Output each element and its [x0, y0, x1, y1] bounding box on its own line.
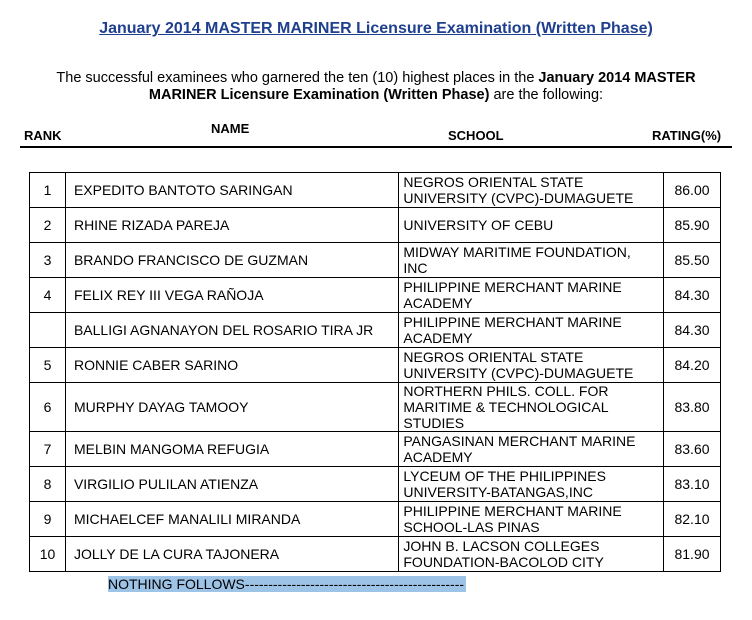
rank-cell: 9: [30, 502, 66, 537]
school-cell: [399, 173, 664, 208]
school-line: MARITIME & TECHNOLOGICAL: [403, 399, 609, 415]
column-header-school: SCHOOL: [448, 128, 504, 143]
school-line: MIDWAY MARITIME FOUNDATION,: [403, 244, 631, 260]
rating-cell: 84.30: [664, 313, 721, 348]
column-header-rank: RANK: [24, 128, 62, 143]
name-cell: FELIX REY III VEGA RAÑOJA: [65, 278, 398, 313]
table-row: [30, 313, 721, 348]
school-cell: [399, 243, 664, 278]
school-cell: [399, 348, 664, 383]
rating-cell: 84.30: [664, 278, 721, 313]
name-cell: MURPHY DAYAG TAMOOY: [65, 383, 398, 432]
school-line: UNIVERSITY (CVPC)-DUMAGUETE: [403, 365, 634, 381]
school-line: STUDIES: [403, 415, 465, 431]
rating-cell: 82.10: [664, 502, 721, 537]
school-line: LYCEUM OF THE PHILIPPINES: [403, 468, 606, 484]
school-line: PHILIPPINE MERCHANT MARINE: [403, 503, 622, 519]
name-cell: JOLLY DE LA CURA TAJONERA: [65, 537, 398, 572]
name-cell: MELBIN MANGOMA REFUGIA: [65, 432, 398, 467]
rating-cell: 83.60: [664, 432, 721, 467]
school-cell: [399, 313, 664, 348]
results-table-body: [30, 173, 721, 572]
document-title: January 2014 MASTER MARINER Licensure Examination (Written Phase): [99, 20, 653, 37]
name-cell: RONNIE CABER SARINO: [65, 348, 398, 383]
school-cell: [399, 383, 664, 432]
table-row: [30, 432, 721, 467]
school-line: INC: [403, 260, 428, 276]
table-row: [30, 383, 721, 432]
name-cell: EXPEDITO BANTOTO SARINGAN: [65, 173, 398, 208]
rank-cell: 7: [30, 432, 66, 467]
rank-cell: [30, 313, 66, 348]
results-table: [29, 172, 721, 572]
name-cell: VIRGILIO PULILAN ATIENZA: [65, 467, 398, 502]
table-row: [30, 208, 721, 243]
school-cell: [399, 432, 664, 467]
school-line: ACADEMY: [403, 330, 473, 346]
table-row: [30, 348, 721, 383]
table-row: [30, 502, 721, 537]
intro-text-after: are the following:: [489, 87, 604, 103]
school-line: NEGROS ORIENTAL STATE: [403, 349, 584, 365]
school-line: SCHOOL-LAS PINAS: [403, 519, 540, 535]
rank-cell: 8: [30, 467, 66, 502]
nothing-follows-dashes: -----------------------------------------------: [244, 576, 465, 592]
table-row: [30, 278, 721, 313]
school-line: JOHN B. LACSON COLLEGES: [403, 538, 600, 554]
rating-cell: 84.20: [664, 348, 721, 383]
nothing-follows-label: NOTHING FOLLOWS: [108, 576, 245, 592]
school-line: NORTHERN PHILS. COLL. FOR: [403, 383, 609, 399]
school-cell: [399, 537, 664, 572]
name-cell: RHINE RIZADA PAREJA: [65, 208, 398, 243]
school-line: UNIVERSITY (CVPC)-DUMAGUETE: [403, 190, 634, 206]
school-line: NEGROS ORIENTAL STATE: [403, 174, 584, 190]
rank-cell: 1: [30, 173, 66, 208]
rating-cell: 85.50: [664, 243, 721, 278]
rating-cell: 86.00: [664, 173, 721, 208]
rank-cell: 3: [30, 243, 66, 278]
rating-cell: 85.90: [664, 208, 721, 243]
intro-exam-name: January 2014 MASTER MARINER Licensure Examination (Written Phase): [148, 70, 696, 103]
table-row: [30, 537, 721, 572]
intro-paragraph: [40, 70, 712, 104]
rank-cell: 10: [30, 537, 66, 572]
rating-cell: 83.10: [664, 467, 721, 502]
table-row: [30, 243, 721, 278]
school-line: ACADEMY: [403, 295, 473, 311]
school-cell: [399, 467, 664, 502]
rank-cell: 5: [30, 348, 66, 383]
school-cell: [399, 208, 664, 243]
rank-cell: 4: [30, 278, 66, 313]
column-header-rating: RATING(%): [652, 128, 722, 143]
header-divider: [20, 146, 732, 148]
school-line: UNIVERSITY-BATANGAS,INC: [403, 484, 593, 500]
table-row: [30, 467, 721, 502]
name-cell: BRANDO FRANCISCO DE GUZMAN: [65, 243, 398, 278]
rating-cell: 83.80: [664, 383, 721, 432]
rating-cell: 81.90: [664, 537, 721, 572]
school-line: ACADEMY: [403, 449, 473, 465]
school-line: PHILIPPINE MERCHANT MARINE: [403, 279, 622, 295]
name-cell: BALLIGI AGNANAYON DEL ROSARIO TIRA JR: [65, 313, 398, 348]
column-header-name: NAME: [211, 121, 250, 136]
school-cell: [399, 278, 664, 313]
school-line: PANGASINAN MERCHANT MARINE: [403, 433, 636, 449]
school-line: FOUNDATION-BACOLOD CITY: [403, 554, 604, 570]
table-row: [30, 173, 721, 208]
rank-cell: 6: [30, 383, 66, 432]
school-cell: [399, 502, 664, 537]
school-line: PHILIPPINE MERCHANT MARINE: [403, 314, 622, 330]
school-line: UNIVERSITY OF CEBU: [403, 217, 554, 233]
name-cell: MICHAELCEF MANALILI MIRANDA: [65, 502, 398, 537]
rank-cell: 2: [30, 208, 66, 243]
intro-text-before: The successful examinees who garnered the ten (10) highest places in the: [56, 70, 539, 86]
nothing-follows-note: [108, 576, 466, 592]
